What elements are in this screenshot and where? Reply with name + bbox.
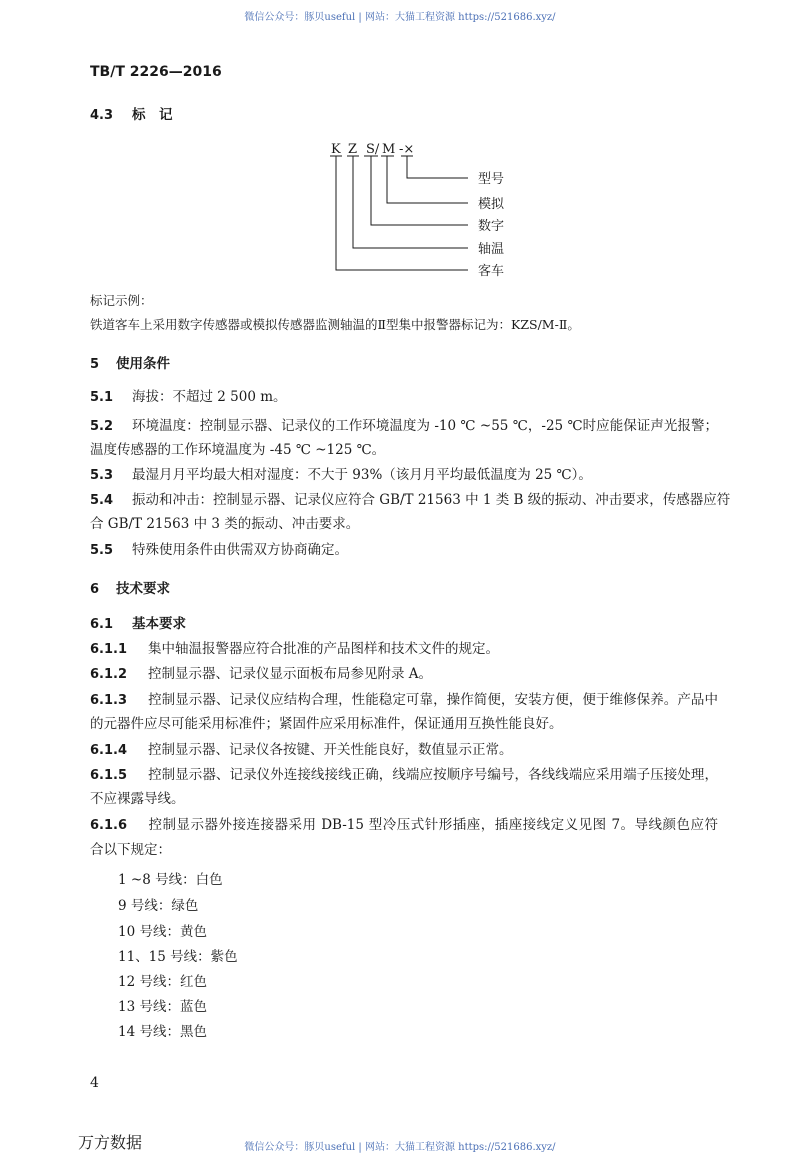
clause-text: 海拔：不超过 2 500 m。	[132, 389, 287, 405]
clause-number: 5.1	[90, 390, 114, 405]
clause-text: 最湿月月平均最大相对湿度：不大于 93%（该月月平均最低温度为 25 ℃）。	[132, 467, 592, 483]
footer-logo: 万方数据	[78, 1133, 143, 1152]
section-title: 技术要求	[116, 581, 170, 597]
diagram-label: 型号	[478, 172, 505, 187]
clause-5-4	[90, 490, 731, 511]
code-letter: M	[382, 142, 396, 157]
page-number: 4	[90, 1075, 99, 1091]
clause-number: 6.1.4	[90, 743, 128, 758]
clause-number: 5.4	[90, 493, 114, 508]
section-title: 标 记	[132, 107, 173, 123]
clause-text: 集中轴温报警器应符合批准的产品图样和技术文件的规定。	[148, 641, 499, 657]
clause-5-5	[90, 540, 718, 561]
example-label: 标记示例：	[90, 293, 153, 308]
diagram-leader-lines	[330, 156, 468, 270]
clause-5-2-cont: 温度传感器的工作环境温度为 -45 ℃ ~125 ℃。	[90, 442, 386, 458]
diagram-label: 模拟	[478, 197, 505, 212]
clause-text: 控制显示器、记录仪各按键、开关性能良好，数值显示正常。	[148, 742, 513, 758]
clause-6-1-3	[90, 690, 718, 711]
clause-text: 控制显示器、记录仪显示面板布局参见附录 A。	[148, 666, 433, 682]
wire-item: 9 号线：绿色	[118, 898, 199, 914]
clause-6-1-6	[90, 815, 718, 836]
clause-text: 环境温度：控制显示器、记录仪的工作环境温度为 -10 ℃ ~55 ℃，-25 ℃时应能保证声光报警；	[132, 418, 718, 434]
code-letter: Z	[348, 142, 358, 157]
clause-6-1-1	[90, 639, 718, 660]
clause-number: 5.3	[90, 468, 114, 483]
example-text: 铁道客车上采用数字传感器或模拟传感器监测轴温的Ⅱ型集中报警器标记为：KZS/M-Ⅱ。	[90, 317, 580, 332]
wire-item: 12 号线：红色	[118, 974, 207, 990]
wire-item: 11、15 号线：紫色	[118, 949, 238, 965]
section-number: 4.3	[90, 108, 114, 123]
diagram-label: 轴温	[478, 242, 505, 257]
clause-6-1-3-cont: 的元器件应尽可能采用标准件；紧固件应采用标准件，保证通用互换性能良好。	[90, 716, 563, 732]
clause-text: 控制显示器、记录仪应结构合理，性能稳定可靠，操作简便，安装方便，便于维修保养。产品中	[148, 692, 718, 708]
standard-header: TB/T 2226—2016	[90, 64, 222, 80]
section-6-heading	[90, 579, 718, 600]
code-letter: -×	[399, 142, 415, 157]
watermark-bottom: 微信公众号：豚贝useful | 网站：大猫工程资源 https://521686.xyz/	[244, 1142, 556, 1153]
clause-text: 控制显示器、记录仪外连接线接线正确，线端应按顺序号编号，各线线端应采用端子压接处理，	[148, 767, 718, 783]
wire-item: 13 号线：蓝色	[118, 999, 207, 1015]
watermark-top: 微信公众号：豚贝useful | 网站：大猫工程资源 https://521686.xyz/	[244, 12, 556, 23]
section-6-1-heading	[90, 614, 718, 635]
code-letter: S/	[366, 142, 380, 157]
section-title: 使用条件	[116, 356, 170, 372]
clause-5-2	[90, 416, 718, 437]
clause-5-4-cont: 合 GB/T 21563 中 3 类的振动、冲击要求。	[90, 516, 360, 532]
section-5-heading	[90, 354, 718, 375]
clause-6-1-5	[90, 765, 718, 786]
section-title: 基本要求	[132, 616, 186, 632]
clause-text: 振动和冲击：控制显示器、记录仪应符合 GB/T 21563 中 1 类 B 级的振动、冲击要求，传感器应符	[132, 492, 731, 508]
diagram-label: 客车	[478, 264, 505, 279]
code-letter: K	[331, 142, 341, 157]
wire-item: 1 ~8 号线：白色	[118, 872, 223, 888]
clause-number: 6.1.3	[90, 693, 128, 708]
clause-text: 控制显示器外接连接器采用 DB-15 型冷压式针形插座，插座接线定义见图 7。导线颜色应符	[148, 817, 718, 833]
clause-number: 5.2	[90, 419, 114, 434]
wire-item: 10 号线：黄色	[118, 924, 207, 940]
clause-number: 5.5	[90, 543, 114, 558]
clause-number: 6.1.1	[90, 642, 128, 657]
clause-5-1	[90, 387, 718, 408]
clause-text: 特殊使用条件由供需双方协商确定。	[132, 542, 348, 558]
section-number: 6	[90, 582, 100, 597]
section-number: 6.1	[90, 617, 114, 632]
clause-number: 6.1.2	[90, 667, 128, 682]
clause-6-1-2	[90, 664, 718, 685]
clause-5-3	[90, 465, 718, 486]
clause-number: 6.1.5	[90, 768, 128, 783]
clause-number: 6.1.6	[90, 818, 128, 833]
clause-6-1-4	[90, 740, 718, 761]
marking-diagram	[0, 0, 800, 300]
clause-6-1-6-cont: 合以下规定：	[90, 842, 171, 858]
diagram-label: 数字	[478, 219, 505, 234]
wire-item: 14 号线：黑色	[118, 1024, 207, 1040]
section-number: 5	[90, 357, 100, 372]
clause-6-1-5-cont: 不应裸露导线。	[90, 791, 185, 807]
